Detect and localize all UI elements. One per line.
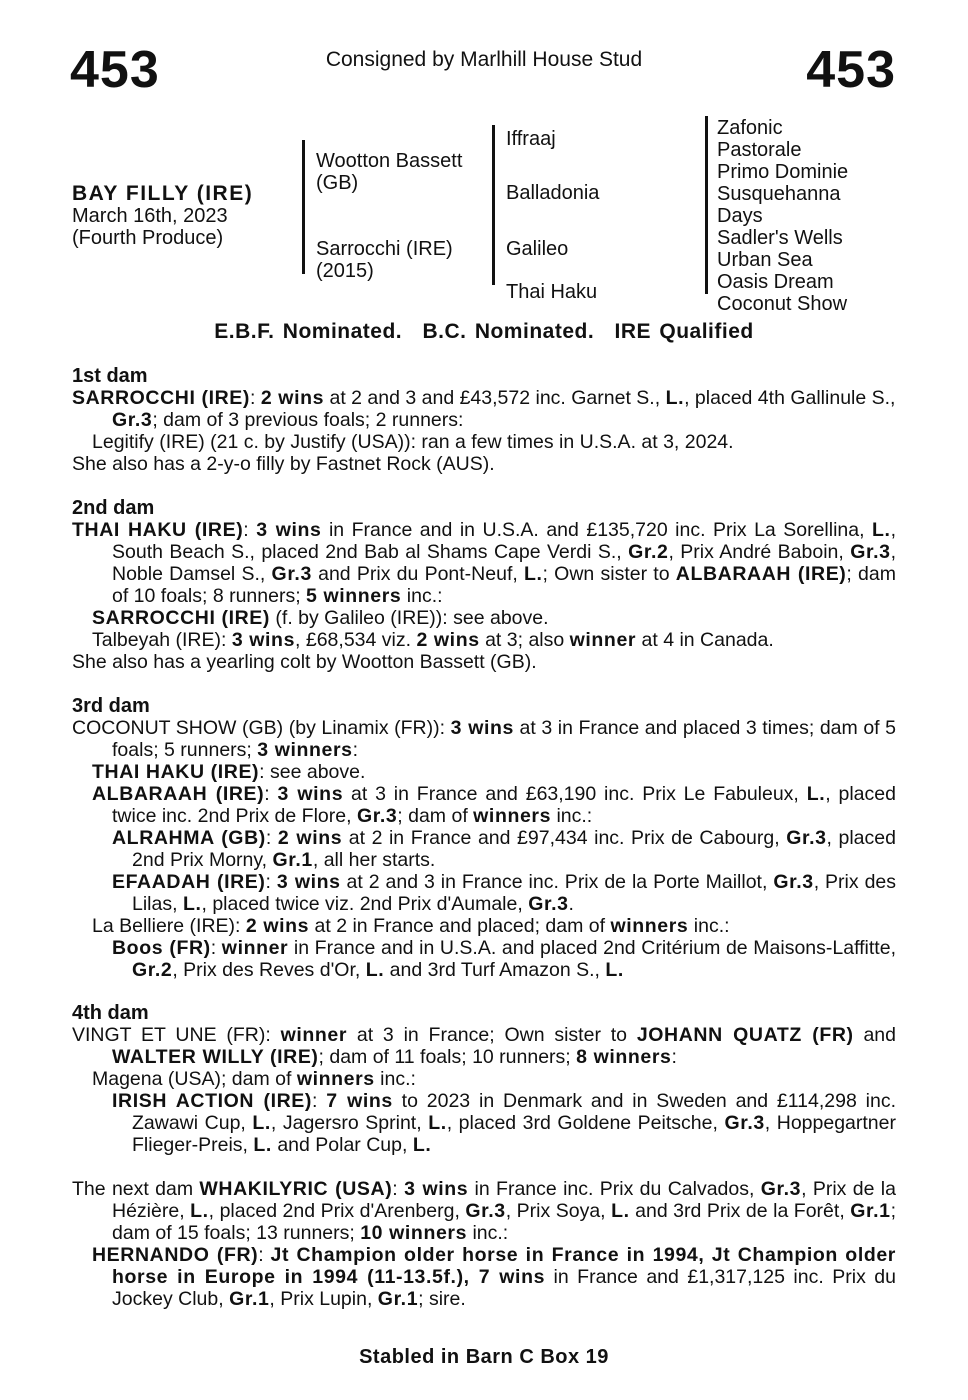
pedigree-g3-item: Coconut Show: [717, 293, 848, 315]
horse-produce: (Fourth Produce): [72, 227, 224, 249]
horse-name: BAY FILLY (IRE): [72, 182, 254, 205]
second-dam-note: She also has a yearling colt by Wootton Bassett (GB).: [72, 651, 537, 673]
fourth-dam-section: [72, 1002, 896, 1156]
produce-magena: Magena (USA); dam of winners inc.:: [92, 1068, 416, 1090]
lot-number-right: 453: [806, 41, 896, 99]
pedigree-bracket-1: [302, 140, 305, 274]
pedigree-g3-item: Primo Dominie: [717, 161, 849, 183]
pedigree-bracket-2: [492, 125, 495, 285]
third-dam-section: [72, 695, 896, 981]
first-dam-heading: 1st dam: [72, 365, 148, 387]
pedigree-g3-item: Pastorale: [717, 139, 802, 161]
pedigree-g3-item: Sadler's Wells: [717, 227, 843, 249]
pedigree-g3-item: Susquehanna: [717, 183, 841, 205]
produce-boos: Boos (FR): winner in France and in U.S.A. and placed 2nd Critérium de Maisons-Laffitte, Gr.2, Prix des Reves d'Or, L. and 3rd Turf Amazon S., L.: [112, 937, 896, 981]
produce-legitify: Legitify (IRE) (21 c. by Justify (USA)): ran a few times in U.S.A. at 3, 2024.: [92, 431, 734, 453]
first-dam-record: SARROCCHI (IRE): 2 wins at 2 and 3 and £43,572 inc. Garnet S., L., placed 4th Gallinule S., Gr.3; dam of 3 previous foals; 2 runners:: [72, 387, 896, 431]
pedigree-g3-item: Urban Sea: [717, 249, 813, 271]
pedigree-g3-item: Oasis Dream: [717, 271, 834, 293]
second-dam-heading: 2nd dam: [72, 497, 155, 519]
produce-efaadah: EFAADAH (IRE): 3 wins at 2 and 3 in France inc. Prix de la Porte Maillot, Gr.3, Prix des Lilas, L., placed twice viz. 2nd Prix d'Aumale, Gr.3.: [112, 871, 897, 915]
produce-albaraah: ALBARAAH (IRE): 3 wins at 3 in France and £63,190 inc. Prix Le Fabuleux, L., placed twice inc. 2nd Prix de Flore, Gr.3; dam of winners inc.:: [92, 783, 896, 827]
nominations: [0, 320, 968, 344]
third-dam-heading: 3rd dam: [72, 695, 150, 717]
pedigree-sire: Wootton Bassett (GB): [316, 150, 463, 194]
fourth-dam-record: VINGT ET UNE (FR): winner at 3 in France; Own sister to JOHANN QUATZ (FR) and WALTER WILLY (IRE); dam of 11 foals; 10 runners; 8 winners:: [72, 1024, 896, 1068]
pedigree-dam-dam: Thai Haku: [506, 281, 598, 303]
stabled-location: Stabled in Barn C Box 19: [359, 1346, 609, 1368]
pedigree-g3-item: Zafonic: [717, 117, 783, 139]
nomination-ire: IRE Qualified: [614, 320, 754, 343]
pedigree-dam-sire: Galileo: [506, 238, 569, 260]
produce-irish-action: IRISH ACTION (IRE): 7 wins to 2023 in Denmark and in Sweden and £114,298 inc. Zawawi Cup, L., Jagersro Sprint, L., placed 3rd Goldene Peitsche, Gr.3, Hoppegartner Flieger-Preis, L. and Polar Cup, L.: [112, 1090, 896, 1156]
produce-alrahma: ALRAHMA (GB): 2 wins at 2 in France and £97,434 inc. Prix de Cabourg, Gr.3, placed 2nd Prix Morny, Gr.1, all her starts.: [112, 827, 896, 871]
pedigree-dam: Sarrocchi (IRE) (2015): [316, 238, 453, 282]
nomination-bc: B.C. Nominated.: [422, 320, 595, 343]
produce-thai-haku: THAI HAKU (IRE): see above.: [92, 761, 366, 783]
nomination-ebf: E.B.F. Nominated.: [214, 320, 403, 343]
next-dam-section: [72, 1178, 896, 1310]
pedigree-sire-sire: Iffraaj: [506, 128, 556, 150]
next-dam-record: The next dam WHAKILYRIC (USA): 3 wins in France inc. Prix du Calvados, Gr.3, Prix de la Hézière, L., placed 2nd Prix d'Arenberg, Gr.3, Prix Soya, L. and 3rd Prix de la Forêt, Gr.1; dam of 15 foals; 13 runners; 10 winners inc.:: [72, 1178, 897, 1244]
second-dam-record: THAI HAKU (IRE): 3 wins in France and in U.S.A. and £135,720 inc. Prix La Sorellina, L., South Beach S., placed 2nd Bab al Shams Cape Verdi S., Gr.2, Prix André Baboin, Gr.3, Noble Damsel S., Gr.3 and Prix du Pont-Neuf, L.; Own sister to ALBARAAH (IRE); dam of 10 foals; 8 runners; 5 winners inc.:: [72, 519, 896, 607]
first-dam-section: [72, 365, 896, 475]
produce-hernando: HERNANDO (FR): Jt Champion older horse in France in 1994, Jt Champion older horse in Europe in 1994 (11-13.5f.), 7 wins in France and £1,317,125 inc. Prix du Jockey Club, Gr.1, Prix Lupin, Gr.1; sire.: [92, 1244, 896, 1310]
third-dam-record: COCONUT SHOW (GB) (by Linamix (FR)): 3 wins at 3 in France and placed 3 times; dam of 5 foals; 5 runners; 3 winners:: [72, 717, 896, 761]
horse-dob: March 16th, 2023: [72, 205, 228, 227]
first-dam-note: She also has a 2-y-o filly by Fastnet Rock (AUS).: [72, 453, 495, 475]
consignor: Consigned by Marlhill House Stud: [325, 48, 643, 71]
fourth-dam-heading: 4th dam: [72, 1002, 149, 1024]
produce-sarrocchi: SARROCCHI (IRE) (f. by Galileo (IRE)): see above.: [92, 607, 549, 629]
produce-la-belliere: La Belliere (IRE): 2 wins at 2 in France and placed; dam of winners inc.:: [92, 915, 730, 937]
pedigree-sire-dam: Balladonia: [506, 182, 600, 204]
pedigree-g3-list: [717, 117, 848, 315]
pedigree-g3-item: Days: [717, 205, 763, 227]
produce-talbeyah: Talbeyah (IRE): 3 wins, £68,534 viz. 2 wins at 3; also winner at 4 in Canada.: [92, 629, 774, 651]
lot-number-left: 453: [70, 41, 160, 99]
second-dam-section: [72, 497, 896, 673]
pedigree-bracket-3: [705, 116, 708, 294]
